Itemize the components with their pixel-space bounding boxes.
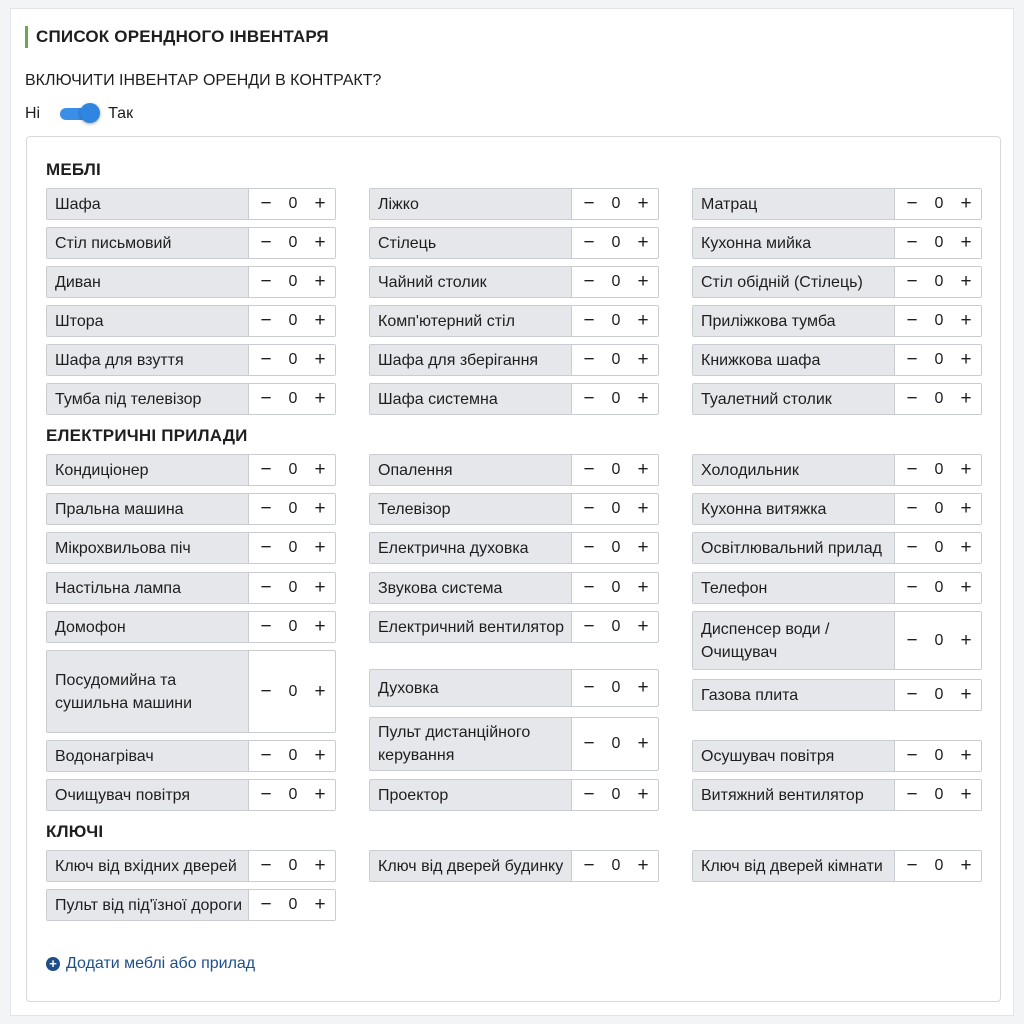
quantity-stepper bbox=[895, 612, 981, 669]
inventory-item bbox=[692, 227, 982, 259]
item-label: Комп'ютерний стіл bbox=[370, 306, 572, 336]
quantity-stepper bbox=[249, 345, 335, 375]
decrement-button[interactable]: − bbox=[583, 310, 595, 331]
item-label: Приліжкова тумба bbox=[693, 306, 895, 336]
item-label: Кондиціонер bbox=[47, 455, 249, 485]
increment-button[interactable]: + bbox=[637, 784, 649, 805]
item-label: Осушувач повітря bbox=[693, 741, 895, 771]
decrement-button[interactable]: − bbox=[260, 577, 272, 598]
increment-button[interactable]: + bbox=[314, 894, 326, 915]
decrement-button[interactable]: − bbox=[260, 784, 272, 805]
decrement-button[interactable]: − bbox=[906, 459, 918, 480]
increment-button[interactable]: + bbox=[314, 616, 326, 637]
increment-button[interactable]: + bbox=[960, 855, 972, 876]
quantity-stepper bbox=[249, 455, 335, 485]
item-label: Тумба під телевізор bbox=[47, 384, 249, 414]
quantity-stepper bbox=[249, 612, 335, 642]
item-label: Очищувач повітря bbox=[47, 780, 249, 810]
decrement-button[interactable]: − bbox=[260, 459, 272, 480]
inventory-item bbox=[46, 266, 336, 298]
quantity-stepper bbox=[895, 533, 981, 563]
decrement-button[interactable]: − bbox=[906, 193, 918, 214]
inventory-item bbox=[46, 344, 336, 376]
inventory-item bbox=[46, 383, 336, 415]
inventory-item bbox=[369, 344, 659, 376]
toggle-on-label: Так bbox=[108, 105, 134, 122]
item-label: Телевізор bbox=[370, 494, 572, 524]
inventory-item bbox=[46, 454, 336, 486]
inventory-item bbox=[46, 779, 336, 811]
quantity-value[interactable]: 0 bbox=[934, 390, 944, 407]
decrement-button[interactable]: − bbox=[906, 629, 918, 651]
increment-button[interactable]: + bbox=[314, 680, 326, 702]
inventory-item bbox=[46, 493, 336, 525]
decrement-button[interactable]: − bbox=[260, 193, 272, 214]
quantity-value[interactable]: 0 bbox=[288, 747, 298, 764]
inventory-item bbox=[46, 227, 336, 259]
quantity-value[interactable]: 0 bbox=[288, 461, 298, 478]
decrement-button[interactable]: − bbox=[583, 271, 595, 292]
quantity-stepper bbox=[895, 573, 981, 603]
increment-button[interactable]: + bbox=[960, 784, 972, 805]
quantity-value[interactable]: 0 bbox=[934, 234, 944, 251]
quantity-stepper bbox=[249, 851, 335, 881]
decrement-button[interactable]: − bbox=[583, 577, 595, 598]
quantity-value[interactable]: 0 bbox=[934, 312, 944, 329]
quantity-stepper bbox=[895, 228, 981, 258]
increment-button[interactable]: + bbox=[960, 577, 972, 598]
quantity-value[interactable]: 0 bbox=[611, 539, 621, 556]
inventory-item bbox=[692, 266, 982, 298]
inventory-item bbox=[369, 611, 659, 643]
item-label: Книжкова шафа bbox=[693, 345, 895, 375]
decrement-button[interactable]: − bbox=[583, 459, 595, 480]
decrement-button[interactable]: − bbox=[583, 193, 595, 214]
quantity-stepper bbox=[572, 345, 658, 375]
quantity-value[interactable]: 0 bbox=[611, 857, 621, 874]
increment-button[interactable]: + bbox=[960, 459, 972, 480]
quantity-value[interactable]: 0 bbox=[611, 273, 621, 290]
quantity-value[interactable]: 0 bbox=[934, 539, 944, 556]
item-label: Електрична духовка bbox=[370, 533, 572, 563]
quantity-value[interactable]: 0 bbox=[288, 195, 298, 212]
quantity-stepper bbox=[572, 851, 658, 881]
quantity-stepper bbox=[249, 267, 335, 297]
item-label: Освітлювальний прилад bbox=[693, 533, 895, 563]
quantity-value[interactable]: 0 bbox=[934, 747, 944, 764]
inventory-item bbox=[46, 188, 336, 220]
decrement-button[interactable]: − bbox=[906, 498, 918, 519]
increment-button[interactable]: + bbox=[960, 629, 972, 651]
decrement-button[interactable]: − bbox=[906, 537, 918, 558]
decrement-button[interactable]: − bbox=[583, 784, 595, 805]
increment-button[interactable]: + bbox=[314, 310, 326, 331]
decrement-button[interactable]: − bbox=[260, 388, 272, 409]
increment-button[interactable]: + bbox=[637, 733, 649, 754]
quantity-value[interactable]: 0 bbox=[934, 786, 944, 803]
inventory-item bbox=[692, 188, 982, 220]
toggle-off-label: Ні bbox=[25, 105, 41, 122]
inventory-item bbox=[692, 305, 982, 337]
quantity-stepper bbox=[895, 851, 981, 881]
quantity-value[interactable]: 0 bbox=[288, 857, 298, 874]
quantity-value[interactable]: 0 bbox=[934, 273, 944, 290]
quantity-value[interactable]: 0 bbox=[288, 351, 298, 368]
item-label: Духовка bbox=[370, 670, 572, 706]
item-label: Холодильник bbox=[693, 455, 895, 485]
increment-button[interactable]: + bbox=[637, 616, 649, 637]
quantity-value[interactable]: 0 bbox=[611, 786, 621, 803]
quantity-stepper bbox=[895, 494, 981, 524]
increment-button[interactable]: + bbox=[314, 784, 326, 805]
increment-button[interactable]: + bbox=[314, 855, 326, 876]
increment-button[interactable]: + bbox=[314, 498, 326, 519]
item-label: Стіл обідній (Стілець) bbox=[693, 267, 895, 297]
quantity-stepper bbox=[572, 780, 658, 810]
decrement-button[interactable]: − bbox=[260, 680, 272, 702]
item-label: Стілець bbox=[370, 228, 572, 258]
quantity-stepper bbox=[572, 718, 658, 770]
quantity-value[interactable]: 0 bbox=[611, 579, 621, 596]
decrement-button[interactable]: − bbox=[260, 745, 272, 766]
inventory-item bbox=[369, 572, 659, 604]
quantity-value[interactable]: 0 bbox=[934, 631, 944, 649]
inventory-item bbox=[369, 717, 659, 771]
quantity-stepper bbox=[249, 573, 335, 603]
inventory-item bbox=[369, 227, 659, 259]
item-label: Ключ від вхідних дверей bbox=[47, 851, 249, 881]
inventory-item bbox=[692, 679, 982, 711]
quantity-value[interactable]: 0 bbox=[934, 500, 944, 517]
increment-button[interactable]: + bbox=[637, 271, 649, 292]
page-title-text: СПИСОК ОРЕНДНОГО ІНВЕНТАРЯ bbox=[36, 27, 329, 46]
decrement-button[interactable]: − bbox=[583, 388, 595, 409]
quantity-value[interactable]: 0 bbox=[934, 579, 944, 596]
inventory-item bbox=[692, 611, 982, 670]
quantity-value[interactable]: 0 bbox=[288, 896, 298, 913]
inventory-item bbox=[369, 779, 659, 811]
inventory-item bbox=[692, 344, 982, 376]
increment-button[interactable]: + bbox=[314, 459, 326, 480]
quantity-value[interactable]: 0 bbox=[611, 351, 621, 368]
quantity-value[interactable]: 0 bbox=[934, 686, 944, 703]
quantity-stepper bbox=[249, 384, 335, 414]
item-label: Матрац bbox=[693, 189, 895, 219]
add-item-link[interactable] bbox=[46, 955, 255, 973]
inventory-item bbox=[692, 532, 982, 564]
quantity-stepper bbox=[572, 267, 658, 297]
quantity-stepper bbox=[895, 306, 981, 336]
increment-button[interactable]: + bbox=[637, 349, 649, 370]
quantity-stepper bbox=[249, 651, 335, 732]
quantity-stepper bbox=[249, 890, 335, 920]
decrement-button[interactable]: − bbox=[260, 894, 272, 915]
increment-button[interactable]: + bbox=[960, 537, 972, 558]
item-label: Пульт від під'їзної дороги bbox=[47, 890, 249, 920]
quantity-stepper bbox=[895, 780, 981, 810]
quantity-stepper bbox=[249, 306, 335, 336]
inventory-item bbox=[369, 383, 659, 415]
increment-button[interactable]: + bbox=[637, 855, 649, 876]
inventory-item bbox=[369, 850, 659, 882]
quantity-stepper bbox=[895, 345, 981, 375]
add-item-label: Додати меблі або прилад bbox=[66, 955, 256, 972]
quantity-stepper bbox=[895, 680, 981, 710]
increment-button[interactable]: + bbox=[960, 498, 972, 519]
quantity-stepper bbox=[572, 494, 658, 524]
increment-button[interactable]: + bbox=[960, 684, 972, 705]
inventory-item bbox=[369, 493, 659, 525]
decrement-button[interactable]: − bbox=[583, 349, 595, 370]
decrement-button[interactable]: − bbox=[583, 677, 595, 698]
quantity-stepper bbox=[895, 189, 981, 219]
inventory-item bbox=[692, 779, 982, 811]
item-label: Ключ від дверей кімнати bbox=[693, 851, 895, 881]
include-inventory-question: ВКЛЮЧИТИ ІНВЕНТАР ОРЕНДИ В КОНТРАКТ? bbox=[25, 72, 382, 89]
item-label: Настільна лампа bbox=[47, 573, 249, 603]
inventory-item bbox=[692, 740, 982, 772]
quantity-value[interactable]: 0 bbox=[288, 500, 298, 517]
item-label: Диван bbox=[47, 267, 249, 297]
increment-button[interactable]: + bbox=[960, 310, 972, 331]
quantity-stepper bbox=[895, 384, 981, 414]
decrement-button[interactable]: − bbox=[260, 855, 272, 876]
inventory-item bbox=[369, 305, 659, 337]
increment-button[interactable]: + bbox=[637, 577, 649, 598]
page-title bbox=[25, 26, 329, 48]
quantity-value[interactable]: 0 bbox=[288, 390, 298, 407]
increment-button[interactable]: + bbox=[960, 745, 972, 766]
quantity-stepper bbox=[572, 306, 658, 336]
decrement-button[interactable]: − bbox=[583, 537, 595, 558]
quantity-stepper bbox=[895, 267, 981, 297]
quantity-value[interactable]: 0 bbox=[611, 390, 621, 407]
item-label: Стіл письмовий bbox=[47, 228, 249, 258]
quantity-value[interactable]: 0 bbox=[288, 312, 298, 329]
item-label: Кухонна мийка bbox=[693, 228, 895, 258]
section-title-furniture: МЕБЛІ bbox=[46, 160, 101, 179]
item-label: Ліжко bbox=[370, 189, 572, 219]
quantity-stepper bbox=[572, 455, 658, 485]
decrement-button[interactable]: − bbox=[906, 745, 918, 766]
quantity-stepper bbox=[249, 189, 335, 219]
item-label: Штора bbox=[47, 306, 249, 336]
increment-button[interactable]: + bbox=[314, 193, 326, 214]
increment-button[interactable]: + bbox=[637, 677, 649, 698]
inventory-item bbox=[692, 850, 982, 882]
inventory-item bbox=[46, 740, 336, 772]
item-label: Газова плита bbox=[693, 680, 895, 710]
item-label: Шафа для взуття bbox=[47, 345, 249, 375]
item-label: Пральна машина bbox=[47, 494, 249, 524]
item-label: Посудомийна та сушильна машини bbox=[47, 651, 249, 732]
decrement-button[interactable]: − bbox=[583, 733, 595, 754]
decrement-button[interactable]: − bbox=[583, 498, 595, 519]
quantity-value[interactable]: 0 bbox=[934, 461, 944, 478]
quantity-stepper bbox=[249, 533, 335, 563]
quantity-stepper bbox=[895, 455, 981, 485]
inventory-item bbox=[369, 669, 659, 707]
decrement-button[interactable]: − bbox=[260, 232, 272, 253]
inventory-item bbox=[46, 650, 336, 733]
item-label: Мікрохвильова піч bbox=[47, 533, 249, 563]
quantity-stepper bbox=[249, 741, 335, 771]
decrement-button[interactable]: − bbox=[906, 271, 918, 292]
include-inventory-toggle-row bbox=[25, 102, 133, 126]
inventory-item bbox=[46, 532, 336, 564]
quantity-stepper bbox=[249, 780, 335, 810]
increment-button[interactable]: + bbox=[637, 193, 649, 214]
quantity-value[interactable]: 0 bbox=[288, 273, 298, 290]
item-label: Електричний вентилятор bbox=[370, 612, 572, 642]
decrement-button[interactable]: − bbox=[260, 537, 272, 558]
decrement-button[interactable]: − bbox=[906, 855, 918, 876]
quantity-value[interactable]: 0 bbox=[288, 234, 298, 251]
quantity-value[interactable]: 0 bbox=[288, 682, 298, 700]
decrement-button[interactable]: − bbox=[260, 310, 272, 331]
item-label: Звукова система bbox=[370, 573, 572, 603]
quantity-stepper bbox=[249, 494, 335, 524]
quantity-stepper bbox=[572, 384, 658, 414]
decrement-button[interactable]: − bbox=[583, 232, 595, 253]
quantity-value[interactable]: 0 bbox=[934, 857, 944, 874]
increment-button[interactable]: + bbox=[637, 232, 649, 253]
decrement-button[interactable]: − bbox=[906, 784, 918, 805]
decrement-button[interactable]: − bbox=[260, 349, 272, 370]
quantity-value[interactable]: 0 bbox=[611, 679, 621, 696]
item-label: Проектор bbox=[370, 780, 572, 810]
quantity-stepper bbox=[572, 533, 658, 563]
decrement-button[interactable]: − bbox=[906, 349, 918, 370]
item-label: Шафа для зберігання bbox=[370, 345, 572, 375]
decrement-button[interactable]: − bbox=[583, 616, 595, 637]
quantity-stepper bbox=[895, 741, 981, 771]
quantity-value[interactable]: 0 bbox=[934, 351, 944, 368]
item-label: Туалетний столик bbox=[693, 384, 895, 414]
quantity-stepper bbox=[572, 612, 658, 642]
item-label: Кухонна витяжка bbox=[693, 494, 895, 524]
item-label: Ключ від дверей будинку bbox=[370, 851, 572, 881]
decrement-button[interactable]: − bbox=[260, 616, 272, 637]
inventory-item bbox=[369, 188, 659, 220]
quantity-value[interactable]: 0 bbox=[611, 618, 621, 635]
item-label: Чайний столик bbox=[370, 267, 572, 297]
item-label: Пульт дистанційного керування bbox=[370, 718, 572, 770]
quantity-stepper bbox=[572, 228, 658, 258]
quantity-value[interactable]: 0 bbox=[611, 234, 621, 251]
item-label: Водонагрівач bbox=[47, 741, 249, 771]
decrement-button[interactable]: − bbox=[583, 855, 595, 876]
quantity-stepper bbox=[572, 573, 658, 603]
item-label: Телефон bbox=[693, 573, 895, 603]
increment-button[interactable]: + bbox=[314, 537, 326, 558]
inventory-item bbox=[46, 889, 336, 921]
inventory-item bbox=[46, 850, 336, 882]
increment-button[interactable]: + bbox=[314, 388, 326, 409]
add-circle-icon: + bbox=[46, 957, 60, 971]
increment-button[interactable]: + bbox=[960, 349, 972, 370]
increment-button[interactable]: + bbox=[314, 271, 326, 292]
toggle-knob[interactable] bbox=[80, 103, 100, 123]
increment-button[interactable]: + bbox=[314, 577, 326, 598]
inventory-item bbox=[692, 493, 982, 525]
increment-button[interactable]: + bbox=[314, 349, 326, 370]
quantity-value[interactable]: 0 bbox=[288, 579, 298, 596]
increment-button[interactable]: + bbox=[960, 193, 972, 214]
inventory-item bbox=[692, 383, 982, 415]
increment-button[interactable]: + bbox=[960, 271, 972, 292]
quantity-value[interactable]: 0 bbox=[611, 312, 621, 329]
decrement-button[interactable]: − bbox=[906, 232, 918, 253]
item-label: Шафа bbox=[47, 189, 249, 219]
decrement-button[interactable]: − bbox=[906, 310, 918, 331]
item-label: Опалення bbox=[370, 455, 572, 485]
inventory-item bbox=[46, 305, 336, 337]
increment-button[interactable]: + bbox=[637, 459, 649, 480]
item-label: Диспенсер води / Очищувач bbox=[693, 612, 895, 669]
quantity-value[interactable]: 0 bbox=[288, 539, 298, 556]
item-label: Шафа системна bbox=[370, 384, 572, 414]
quantity-stepper bbox=[572, 670, 658, 706]
increment-button[interactable]: + bbox=[637, 310, 649, 331]
section-title-keys: КЛЮЧІ bbox=[46, 822, 104, 841]
quantity-value[interactable]: 0 bbox=[288, 618, 298, 635]
quantity-value[interactable]: 0 bbox=[611, 195, 621, 212]
increment-button[interactable]: + bbox=[637, 388, 649, 409]
increment-button[interactable]: + bbox=[637, 498, 649, 519]
include-inventory-toggle[interactable] bbox=[60, 106, 98, 122]
quantity-stepper bbox=[572, 189, 658, 219]
increment-button[interactable]: + bbox=[960, 232, 972, 253]
increment-button[interactable]: + bbox=[960, 388, 972, 409]
decrement-button[interactable]: − bbox=[906, 388, 918, 409]
quantity-value[interactable]: 0 bbox=[611, 735, 621, 752]
increment-button[interactable]: + bbox=[637, 537, 649, 558]
inventory-item bbox=[692, 572, 982, 604]
decrement-button[interactable]: − bbox=[906, 684, 918, 705]
section-title-appliances: ЕЛЕКТРИЧНІ ПРИЛАДИ bbox=[46, 426, 248, 445]
decrement-button[interactable]: − bbox=[906, 577, 918, 598]
decrement-button[interactable]: − bbox=[260, 498, 272, 519]
inventory-item bbox=[369, 454, 659, 486]
quantity-stepper bbox=[249, 228, 335, 258]
inventory-item bbox=[46, 611, 336, 643]
item-label: Витяжний вентилятор bbox=[693, 780, 895, 810]
inventory-item bbox=[46, 572, 336, 604]
decrement-button[interactable]: − bbox=[260, 271, 272, 292]
quantity-value[interactable]: 0 bbox=[611, 461, 621, 478]
quantity-value[interactable]: 0 bbox=[288, 786, 298, 803]
inventory-item bbox=[369, 266, 659, 298]
inventory-item bbox=[692, 454, 982, 486]
increment-button[interactable]: + bbox=[314, 745, 326, 766]
quantity-value[interactable]: 0 bbox=[934, 195, 944, 212]
item-label: Домофон bbox=[47, 612, 249, 642]
inventory-item bbox=[369, 532, 659, 564]
increment-button[interactable]: + bbox=[314, 232, 326, 253]
quantity-value[interactable]: 0 bbox=[611, 500, 621, 517]
